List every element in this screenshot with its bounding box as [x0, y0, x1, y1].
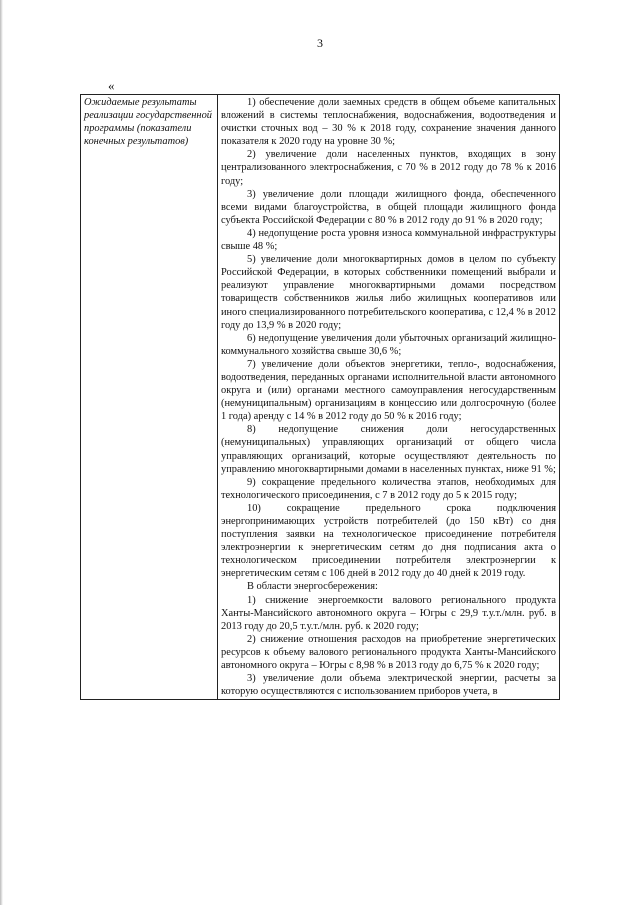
- result-item: 8) недопущение снижения доли негосударственных (немуниципальных) управляющих организаций от общего числа управляющих организаций, которые осуществляют деятельность по управлению многоквартирными домами в населенных пунктах, ниже 91 %;: [221, 424, 556, 475]
- result-item: 1) снижение энергоемкости валового регионального продукта Ханты-Мансийского автономного округа – Югры с 29,9 т.у.т./млн. руб. в 2013 году до 20,5 т.у.т./млн. руб. к 2020 году;: [221, 594, 556, 632]
- results-table: [80, 94, 560, 700]
- result-item: 5) увеличение доли многоквартирных домов в целом по субъекту Российской Федерации, в которых собственники помещений выбрали и реализуют управление многоквартирными домами посредством товариществ собственников жилья либо жилищных кооперативов или иного специализированного потребительского кооператива, с 12,4 % в 2012 году до 13,9 % в 2020 году;: [221, 254, 556, 331]
- result-item: 9) сокращение предельного количества этапов, необходимых для технологического присоединения, с 7 в 2012 году до 5 к 2015 году;: [221, 476, 556, 501]
- result-item: 3) увеличение доли площади жилищного фонда, обеспеченного всеми видами благоустройства, в общей площади жилищного фонда субъекта Российской Федерации с 80 % в 2012 году до 91 % в 2020 году;: [221, 188, 556, 226]
- result-item: 1) обеспечение доли заемных средств в общем объеме капитальных вложений в системы теплоснабжения, водоснабжения, водоотведения и очистки сточных вод – 30 % к 2018 году, сохранение значения данного показателя к 2020 году на уровне 30 %;: [221, 97, 556, 148]
- page-number: 3: [317, 36, 323, 50]
- opening-quote-mark: «: [108, 78, 115, 93]
- result-item: 4) недопущение роста уровня износа коммунальной инфраструктуры свыше 48 %;: [221, 227, 556, 253]
- row-content: [218, 95, 560, 700]
- result-item: 7) увеличение доли объектов энергетики, тепло-, водоснабжения, водоотведения, переданных органами исполнительной власти автономного округа и (или) органами местного самоуправления негосударственным (немуниципальным) организациям в концессию или долгосрочную (более 1 года) аренду с 14 % в 2012 году до 50 % к 2016 году;: [221, 358, 556, 423]
- result-item: 6) недопущение увеличения доли убыточных организаций жилищно-коммунального хозяйства свыше 30,6 %;: [221, 332, 556, 357]
- scan-edge: [0, 0, 3, 905]
- result-item: 3) увеличение доли объема электрической энергии, расчеты за которую осуществляются с использованием приборов учета, в: [221, 673, 556, 698]
- section-heading: В области энергосбережения:: [247, 581, 378, 593]
- result-item: 10) сокращение предельного срока подключения энергопринимающих устройств потребителей (до 150 кВт) со дня поступления заявки на технологическое присоединение потребителя электроэнергии к энергетическим сетям до дня подписания акта о технологическом присоединении потребителя электроэнергии к энергетическим сетям с 106 дней в 2012 году до 40 дней к 2019 году.: [221, 502, 556, 580]
- row-label: Ожидаемые результаты реализации государственной программы (показатели конечных результатов): [81, 95, 218, 700]
- result-item: 2) снижение отношения расходов на приобретение энергетических ресурсов к объему валового регионального продукта Ханты-Мансийского автономного округа – Югры с 8,98 % в 2013 году до 6,75 % к 2020 году;: [221, 633, 556, 672]
- table-row: [81, 95, 560, 700]
- result-item: 2) увеличение доли населенных пунктов, входящих в зону централизованного электроснабжения, с 70 % в 2012 году до 78 % к 2016 году;: [221, 149, 556, 187]
